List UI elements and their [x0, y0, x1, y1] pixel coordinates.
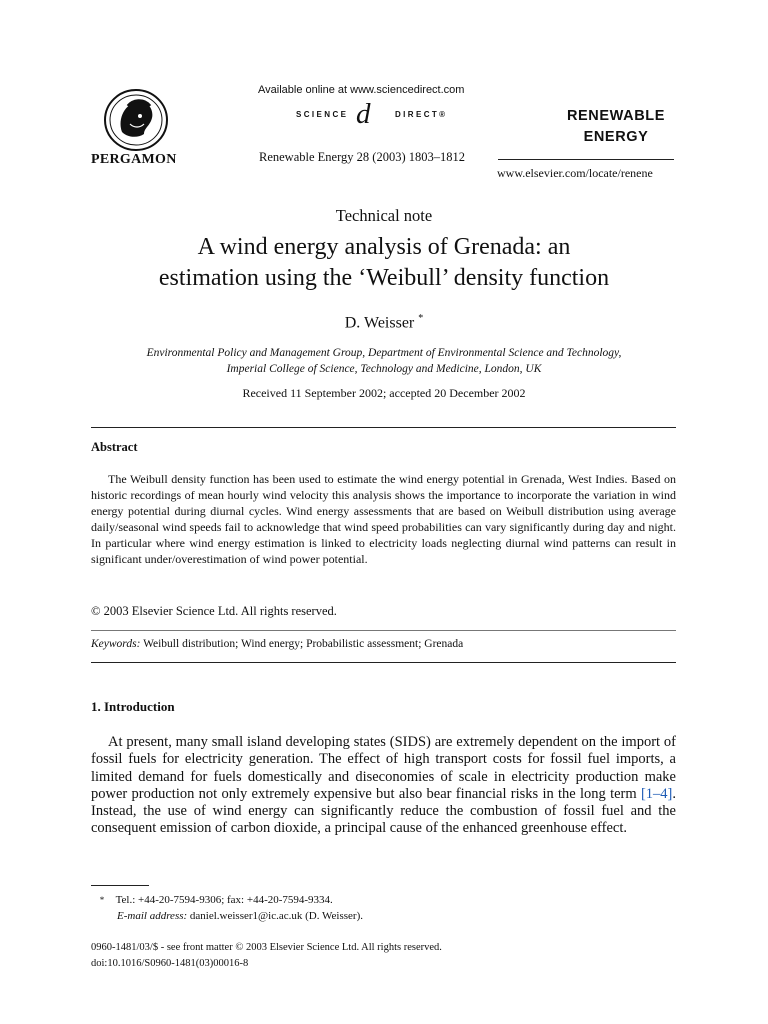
journal-citation: Renewable Energy 28 (2003) 1803–1812 — [259, 150, 465, 164]
author-footnote — [91, 892, 363, 924]
journal-title-line2: ENERGY — [583, 129, 649, 145]
footnote-contact: Tel.: +44-20-7594-9306; fax: +44-20-7594-9334. — [115, 894, 333, 906]
header-divider — [498, 159, 674, 160]
author-name[interactable]: D. Weisser — [344, 314, 415, 332]
available-online-link[interactable]: Available online at www.sciencedirect.com — [258, 84, 465, 96]
journal-url-link[interactable]: www.elsevier.com/locate/renene — [497, 166, 653, 180]
abstract-copyright: © 2003 Elsevier Science Ltd. All rights reserved. — [91, 604, 337, 618]
keywords-label: Keywords: — [91, 638, 141, 650]
affiliation-line1: Environmental Policy and Management Group, Department of Environmental Science and Technology, — [146, 347, 622, 359]
sciencedirect-logo[interactable] — [296, 98, 466, 130]
footnote-email-label: E-mail address: — [117, 910, 188, 922]
publisher-name: PERGAMON — [91, 152, 177, 167]
received-dates: Received 11 September 2002; accepted 20 December 2002 — [242, 386, 526, 400]
footnote-email[interactable]: daniel.weisser1@ic.ac.uk (D. Weisser). — [189, 910, 363, 922]
introduction-body — [91, 734, 676, 838]
reference-link[interactable]: [1–4] — [640, 785, 673, 802]
pergamon-seal-icon — [100, 86, 172, 154]
article-type: Technical note — [335, 206, 433, 225]
doi-line[interactable]: doi:10.1016/S0960-1481(03)00016-8 — [91, 958, 249, 969]
introduction-paragraph — [91, 734, 676, 838]
intro-text-before-ref: At present, many small island developing states (SIDS) are extremely dependent on the import of fossil fuels for electricity generation. The effect of high transport costs for fossil fuel imports, a limited demand for fuels domestically and diseconomies of scale in electricity production make power production not only extremely expensive but also bear financial risks in the long term — [91, 734, 676, 802]
article-title-line1: A wind energy analysis of Grenada: an — [197, 234, 571, 260]
sciencedirect-right-text: DIRECT® — [395, 110, 448, 119]
affiliation-line2: Imperial College of Science, Technology and Medicine, London, UK — [226, 363, 542, 375]
footnote-mark: * — [99, 895, 105, 905]
author-affiliation — [0, 345, 768, 377]
footnote-line2 — [91, 908, 363, 924]
intro-text-after-ref: . Instead, the use of wind energy can significantly reduce the combustion of fossil fuel and the consequent emission of carbon dioxide, a principal cause of the enhanced greenhouse effect. — [91, 785, 676, 837]
article-title — [0, 232, 768, 294]
footnote-line1 — [91, 892, 363, 908]
sciencedirect-left-text: SCIENCE — [296, 110, 349, 119]
abstract-body — [91, 472, 676, 567]
keywords-divider — [91, 630, 676, 631]
front-matter-info — [91, 940, 442, 972]
abstract-heading: Abstract — [91, 440, 138, 454]
footnote-divider — [91, 885, 149, 886]
journal-title-line1: RENEWABLE — [566, 108, 666, 124]
abstract-paragraph: The Weibull density function has been used to estimate the wind energy potential in Grenada, West Indies. Based on historic recordings of mean hourly wind velocity this analysis shows the importance to incorporate the variation in wind energy potential during diurnal cycles. Wind energy assessments that are based on Weibull distribution using average daily/seasonal wind speeds fail to acknowledge that wind speed probabilities can vary significantly during day and night. In particular where wind energy estimation is linked to electricity loads neglecting diurnal wind patterns can result in significant under/overestimation of wind power potential. — [91, 472, 676, 566]
keywords-line — [91, 638, 463, 650]
section-heading-introduction: 1. Introduction — [91, 699, 175, 714]
keywords-list: Weibull distribution; Wind energy; Probabilistic assessment; Grenada — [143, 638, 464, 650]
issn-copyright-line: 0960-1481/03/$ - see front matter © 2003 Elsevier Science Ltd. All rights reserved. — [91, 942, 442, 953]
author-footnote-mark[interactable]: * — [418, 313, 424, 324]
sciencedirect-at-icon: d — [356, 98, 371, 130]
journal-title — [548, 106, 684, 148]
abstract-top-divider — [91, 427, 676, 428]
article-title-line2: estimation using the ‘Weibull’ density function — [158, 265, 610, 291]
keywords-bottom-divider — [91, 662, 676, 663]
author-line — [0, 313, 768, 332]
